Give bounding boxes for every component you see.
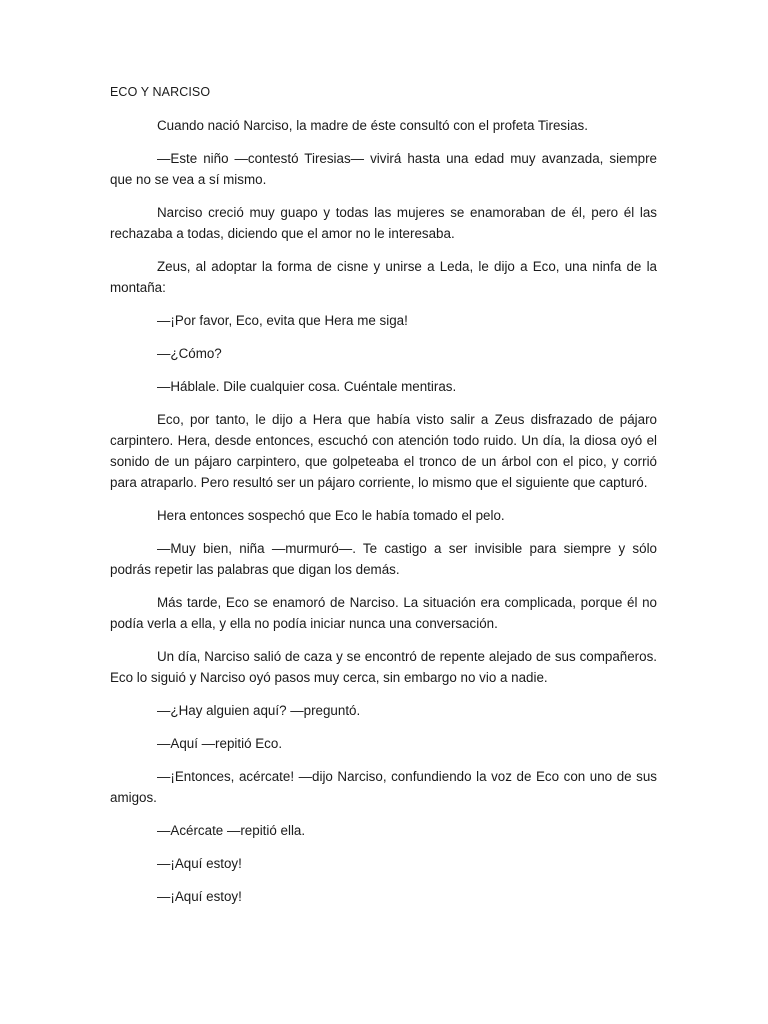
paragraph: —Háblale. Dile cualquier cosa. Cuéntale mentiras. [157, 379, 457, 394]
paragraph: —¿Hay alguien aquí? —preguntó. [157, 703, 361, 718]
paragraph: —Muy bien, niña —murmuró—. Te castigo a ser invisible para siempre y sólo podrás repetir las palabras que digan los demás. [110, 541, 657, 577]
paragraph: —¡Entonces, acércate! —dijo Narciso, confundiendo la voz de Eco con uno de sus amigos. [110, 769, 657, 805]
document-title: ECO Y NARCISO [110, 85, 211, 99]
paragraph: Zeus, al adoptar la forma de cisne y unirse a Leda, le dijo a Eco, una ninfa de la montaña: [110, 259, 657, 295]
paragraph: Hera entonces sospechó que Eco le había tomado el pelo. [157, 508, 505, 523]
paragraph: Un día, Narciso salió de caza y se encontró de repente alejado de sus compañeros. Eco lo siguió y Narciso oyó pasos muy cerca, sin embargo no vio a nadie. [110, 649, 657, 685]
paragraph: —¡Aquí estoy! [157, 889, 242, 904]
paragraph: —Aquí —repitió Eco. [157, 736, 283, 751]
paragraph: Cuando nació Narciso, la madre de éste consultó con el profeta Tiresias. [157, 118, 588, 133]
paragraph: Más tarde, Eco se enamoró de Narciso. La situación era complicada, porque él no podía verla a ella, y ella no podía iniciar nunca una conversación. [110, 595, 657, 631]
paragraph: —¡Por favor, Eco, evita que Hera me siga! [157, 313, 408, 328]
document-page [110, 82, 657, 919]
paragraph: Eco, por tanto, le dijo a Hera que había visto salir a Zeus disfrazado de pájaro carpintero. Hera, desde entonces, escuchó con atención todo ruido. Un día, la diosa oyó el sonido de un pájaro carpintero, que golpeteaba el tronco de un árbol con el pico, y corrió para atraparlo. Pero resultó ser un pájaro corriente, lo mismo que el siguiente que capturó. [110, 412, 657, 490]
paragraph: —Acércate —repitió ella. [157, 823, 306, 838]
paragraph: —¡Aquí estoy! [157, 856, 242, 871]
paragraph: Narciso creció muy guapo y todas las mujeres se enamoraban de él, pero él las rechazaba a todas, diciendo que el amor no le interesaba. [110, 205, 657, 241]
paragraph: —¿Cómo? [157, 346, 222, 361]
paragraph: —Este niño —contestó Tiresias— vivirá hasta una edad muy avanzada, siempre que no se vea a sí mismo. [110, 151, 657, 187]
